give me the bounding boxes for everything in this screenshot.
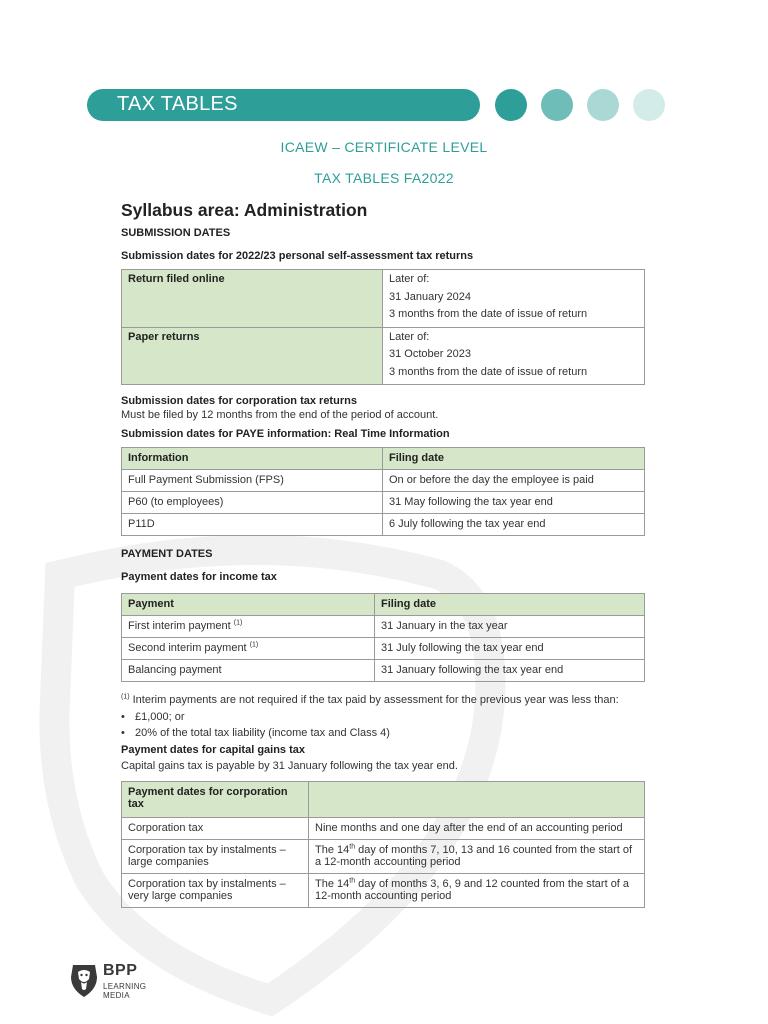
title-banner <box>87 89 480 121</box>
ordinal-suffix: th <box>349 877 356 885</box>
ct-submission-text: Must be filed by 12 months from the end of the period of account. <box>121 409 439 421</box>
table-cell: P11D <box>122 514 383 536</box>
ordinal-suffix: th <box>349 843 356 851</box>
decorative-dot-2 <box>541 89 573 121</box>
table-cell: 31 May following the tax year end <box>383 492 645 514</box>
list-item: • £1,000; or <box>121 711 645 723</box>
list-item: • 20% of the total tax liability (income tax and Class 4) <box>121 727 645 739</box>
table-cell: 6 July following the tax year end <box>383 514 645 536</box>
table-cell: 31 July following the tax year end <box>375 638 645 660</box>
logo-line: LEARNING <box>103 982 147 991</box>
table-cell: Corporation tax by instalments – very large companies <box>122 874 309 908</box>
column-header: Filing date <box>375 594 645 616</box>
paye-table <box>121 447 645 536</box>
income-tax-table <box>121 593 645 682</box>
table-cell: On or before the day the employee is paid <box>383 470 645 492</box>
logo-subtitle <box>103 982 146 1000</box>
footnote-marker: (1) <box>121 693 130 701</box>
decorative-dot-3 <box>587 89 619 121</box>
table-row <box>122 638 645 660</box>
cell-text: Nine months and one day after the end of an accounting period <box>315 822 623 834</box>
cgt-text: Capital gains tax is payable by 31 January following the tax year end. <box>121 760 458 772</box>
ct-submission-heading: Submission dates for corporation tax returns <box>121 395 357 407</box>
table-cell <box>309 818 645 840</box>
footnote-ref: (1) <box>249 641 259 649</box>
table-cell <box>122 638 375 660</box>
cell-line: 3 months from the date of issue of return <box>389 365 588 378</box>
banner-title: TAX TABLES <box>117 93 238 115</box>
table-cell: Balancing payment <box>122 660 375 682</box>
table-cell: 31 January in the tax year <box>375 616 645 638</box>
syllabus-title: Syllabus area: Administration <box>121 200 368 220</box>
submission-dates-heading: SUBMISSION DATES <box>121 227 231 239</box>
table-row <box>122 327 645 385</box>
cell-text: First interim payment <box>128 620 231 632</box>
interim-footnote <box>121 694 645 707</box>
decorative-dot-1 <box>495 89 527 121</box>
sa-returns-heading: Submission dates for 2022/23 personal self-assessment tax returns <box>121 250 474 262</box>
table-row <box>122 270 645 328</box>
table-header-row <box>122 594 645 616</box>
table-cell <box>309 874 645 908</box>
cell-line: 31 January 2024 <box>389 290 471 303</box>
table-row <box>122 874 645 908</box>
table-row <box>122 818 645 840</box>
cell-line: Later of: <box>389 330 430 343</box>
decorative-dot-4 <box>633 89 665 121</box>
cell-text: The 14 <box>315 878 350 890</box>
cell-line: Later of: <box>389 273 430 285</box>
paye-heading: Submission dates for PAYE information: Real Time Information <box>121 428 450 440</box>
cell-text: The 14 <box>315 844 350 856</box>
cell-text: day of months 7, 10, 13 and 16 counted from the start of a 12-month accounting period <box>315 844 633 868</box>
column-header: Payment dates for corporation tax <box>122 782 309 818</box>
table-row <box>122 514 645 536</box>
table-cell: Return filed online <box>122 270 383 328</box>
footnote-text: Interim payments are not required if the tax paid by assessment for the previous year was less than: <box>129 694 619 706</box>
table-row <box>122 840 645 874</box>
table-cell <box>309 840 645 874</box>
table-cell: P60 (to employees) <box>122 492 383 514</box>
income-tax-heading: Payment dates for income tax <box>121 571 277 583</box>
table-header-row <box>122 782 645 818</box>
table-cell: 31 January following the tax year end <box>375 660 645 682</box>
table-cell: Paper returns <box>122 327 383 385</box>
table-row <box>122 470 645 492</box>
sa-returns-table <box>121 269 645 385</box>
table-cell: Corporation tax <box>122 818 309 840</box>
logo-line: MEDIA <box>103 991 130 1000</box>
cell-text: Second interim payment <box>128 642 247 654</box>
table-cell <box>383 327 645 385</box>
cell-text: day of months 3, 6, 9 and 12 counted from the start of a 12-month accounting period <box>315 878 630 902</box>
table-header-row <box>122 448 645 470</box>
table-cell: Full Payment Submission (FPS) <box>122 470 383 492</box>
column-header: Payment <box>122 594 375 616</box>
cell-line: 3 months from the date of issue of return <box>389 308 588 320</box>
table-row <box>122 616 645 638</box>
lion-head-icon <box>69 963 99 999</box>
table-row <box>122 660 645 682</box>
threshold-list <box>121 711 645 739</box>
column-header <box>309 782 645 818</box>
column-header: Filing date <box>383 448 645 470</box>
cgt-heading: Payment dates for capital gains tax <box>121 744 306 756</box>
main-content <box>121 200 645 908</box>
ct-payment-table <box>121 781 645 908</box>
subtitle-level: ICAEW – CERTIFICATE LEVEL <box>280 139 488 155</box>
cell-line: 31 October 2023 <box>389 348 471 360</box>
column-header: Information <box>122 448 383 470</box>
table-cell: Corporation tax by instalments – large companies <box>122 840 309 874</box>
footnote-ref: (1) <box>233 619 243 627</box>
payment-dates-heading: PAYMENT DATES <box>121 548 213 560</box>
table-cell <box>122 616 375 638</box>
table-cell <box>383 270 645 328</box>
subtitle-tables: TAX TABLES FA2022 <box>314 170 454 186</box>
table-row <box>122 492 645 514</box>
logo-wordmark: BPP <box>103 962 138 979</box>
